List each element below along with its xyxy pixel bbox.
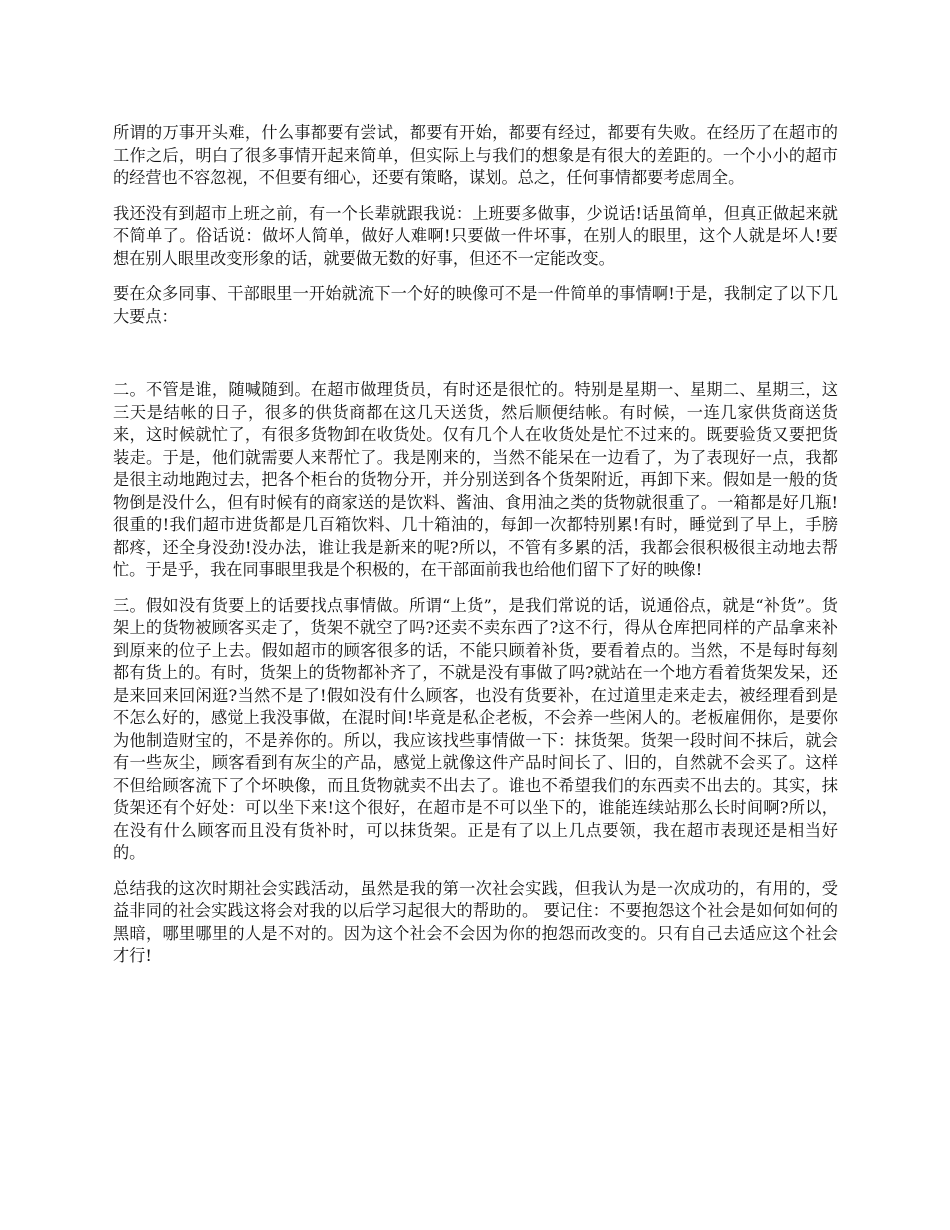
paragraph-intro: 所谓的万事开头难，什么事都要有尝试，都要有开始，都要有经过，都要有失败。在经历了在超市的工作之后，明白了很多事情开起来简单，但实际上与我们的想象是有很大的差距的。一个小小的超市的经营也不容忽视，不但要有细心，还要有策略，谋划。总之，任何事情都要考虑周全。 xyxy=(113,123,838,187)
document-body xyxy=(113,122,838,981)
paragraph-summary: 总结我的这次时期社会实践活动，虽然是我的第一次社会实践，但我认为是一次成功的，有用的，受益非同的社会实践这将会对我的以后学习起很大的帮助的。 要记住：不要抱怨这个社会是如何如何的黑暗，哪里哪里的人是不对的。因为这个社会不会因为你的抱怨而改变的。只有自己去适应这个社会才行! xyxy=(113,878,838,965)
paragraph-point-two: 二。不管是谁，随喊随到。在超市做理货员，有时还是很忙的。特别是星期一、星期二、星期三，这三天是结帐的日子，很多的供货商都在这几天送货，然后顺便结帐。有时候，一连几家供货商送货来，这时候就忙了，有很多货物卸在收货处。仅有几个人在收货处是忙不过来的。既要验货又要把货装走。于是，他们就需要人来帮忙了。我是刚来的，当然不能呆在一边看了，为了表现好一点，我都是很主动地跑过去，把各个柜台的货物分开，并分别送到各个货架附近，再卸下来。假如是一般的货物倒是没什么，但有时候有的商家送的是饮料、酱油、食用油之类的货物就很重了。一箱都是好几瓶!很重的!我们超市进货都是几百箱饮料、几十箱油的，每卸一次都特别累!有时，睡觉到了早上，手膀都疼，还全身没劲!没办法，谁让我是新来的呢?所以，不管有多累的活，我都会很积极很主动地去帮忙。于是乎，我在同事眼里我是个积极的，在干部面前我也给他们留下了好的映像! xyxy=(113,380,838,579)
paragraph-elder-advice: 我还没有到超市上班之前，有一个长辈就跟我说：上班要多做事，少说话!话虽简单，但真正做起来就不简单了。俗话说：做坏人简单，做好人难啊!只要做一件坏事，在别人的眼里，这个人就是坏人!要想在别人眼里改变形象的话，就要做无数的好事，但还不一定能改变。 xyxy=(113,203,838,268)
paragraph-point-three: 三。假如没有货要上的话要找点事情做。所谓“上货”，是我们常说的话，说通俗点，就是“补货”。货架上的货物被顾客买走了，货架不就空了吗?还卖不卖东西了?这不行，得从仓库把同样的产品拿来补到原来的位子上去。假如超市的顾客很多的话，不能只顾着补货，要看着点的。当然，不是每时每刻都有货上的。有时，货架上的货物都补齐了，不就是没有事做了吗?就站在一个地方看着货架发呆，还是来回来回闲逛?当然不是了!假如没有什么顾客，也没有货要补，在过道里走来走去，被经理看到是不怎么好的，感觉上我没事做，在混时间!毕竟是私企老板，不会养一些闲人的。老板雇佣你，是要你为他制造财宝的，不是养你的。所以，我应该找些事情做一下：抹货架。货架一段时间不抹后，就会有一些灰尘，顾客看到有灰尘的产品，感觉上就像这件产品时间长了、旧的，自然就不会买了。这样不但给顾客流下了个坏映像，而且货物就卖不出去了。谁也不希望我们的东西卖不出去的。其实，抹货架还有个好处：可以坐下来!这个很好，在超市是不可以坐下的，谁能连续站那么长时间啊?所以，在没有什么顾客而且没有货补时，可以抹货架。正是有了以上几点要领，我在超市表现还是相当好的。 xyxy=(113,595,838,862)
paragraph-gap xyxy=(113,341,838,379)
paragraph-key-points: 要在众多同事、干部眼里一开始就流下一个好的映像可不是一件简单的事情啊!于是，我制定了以下几大要点： xyxy=(113,284,838,326)
